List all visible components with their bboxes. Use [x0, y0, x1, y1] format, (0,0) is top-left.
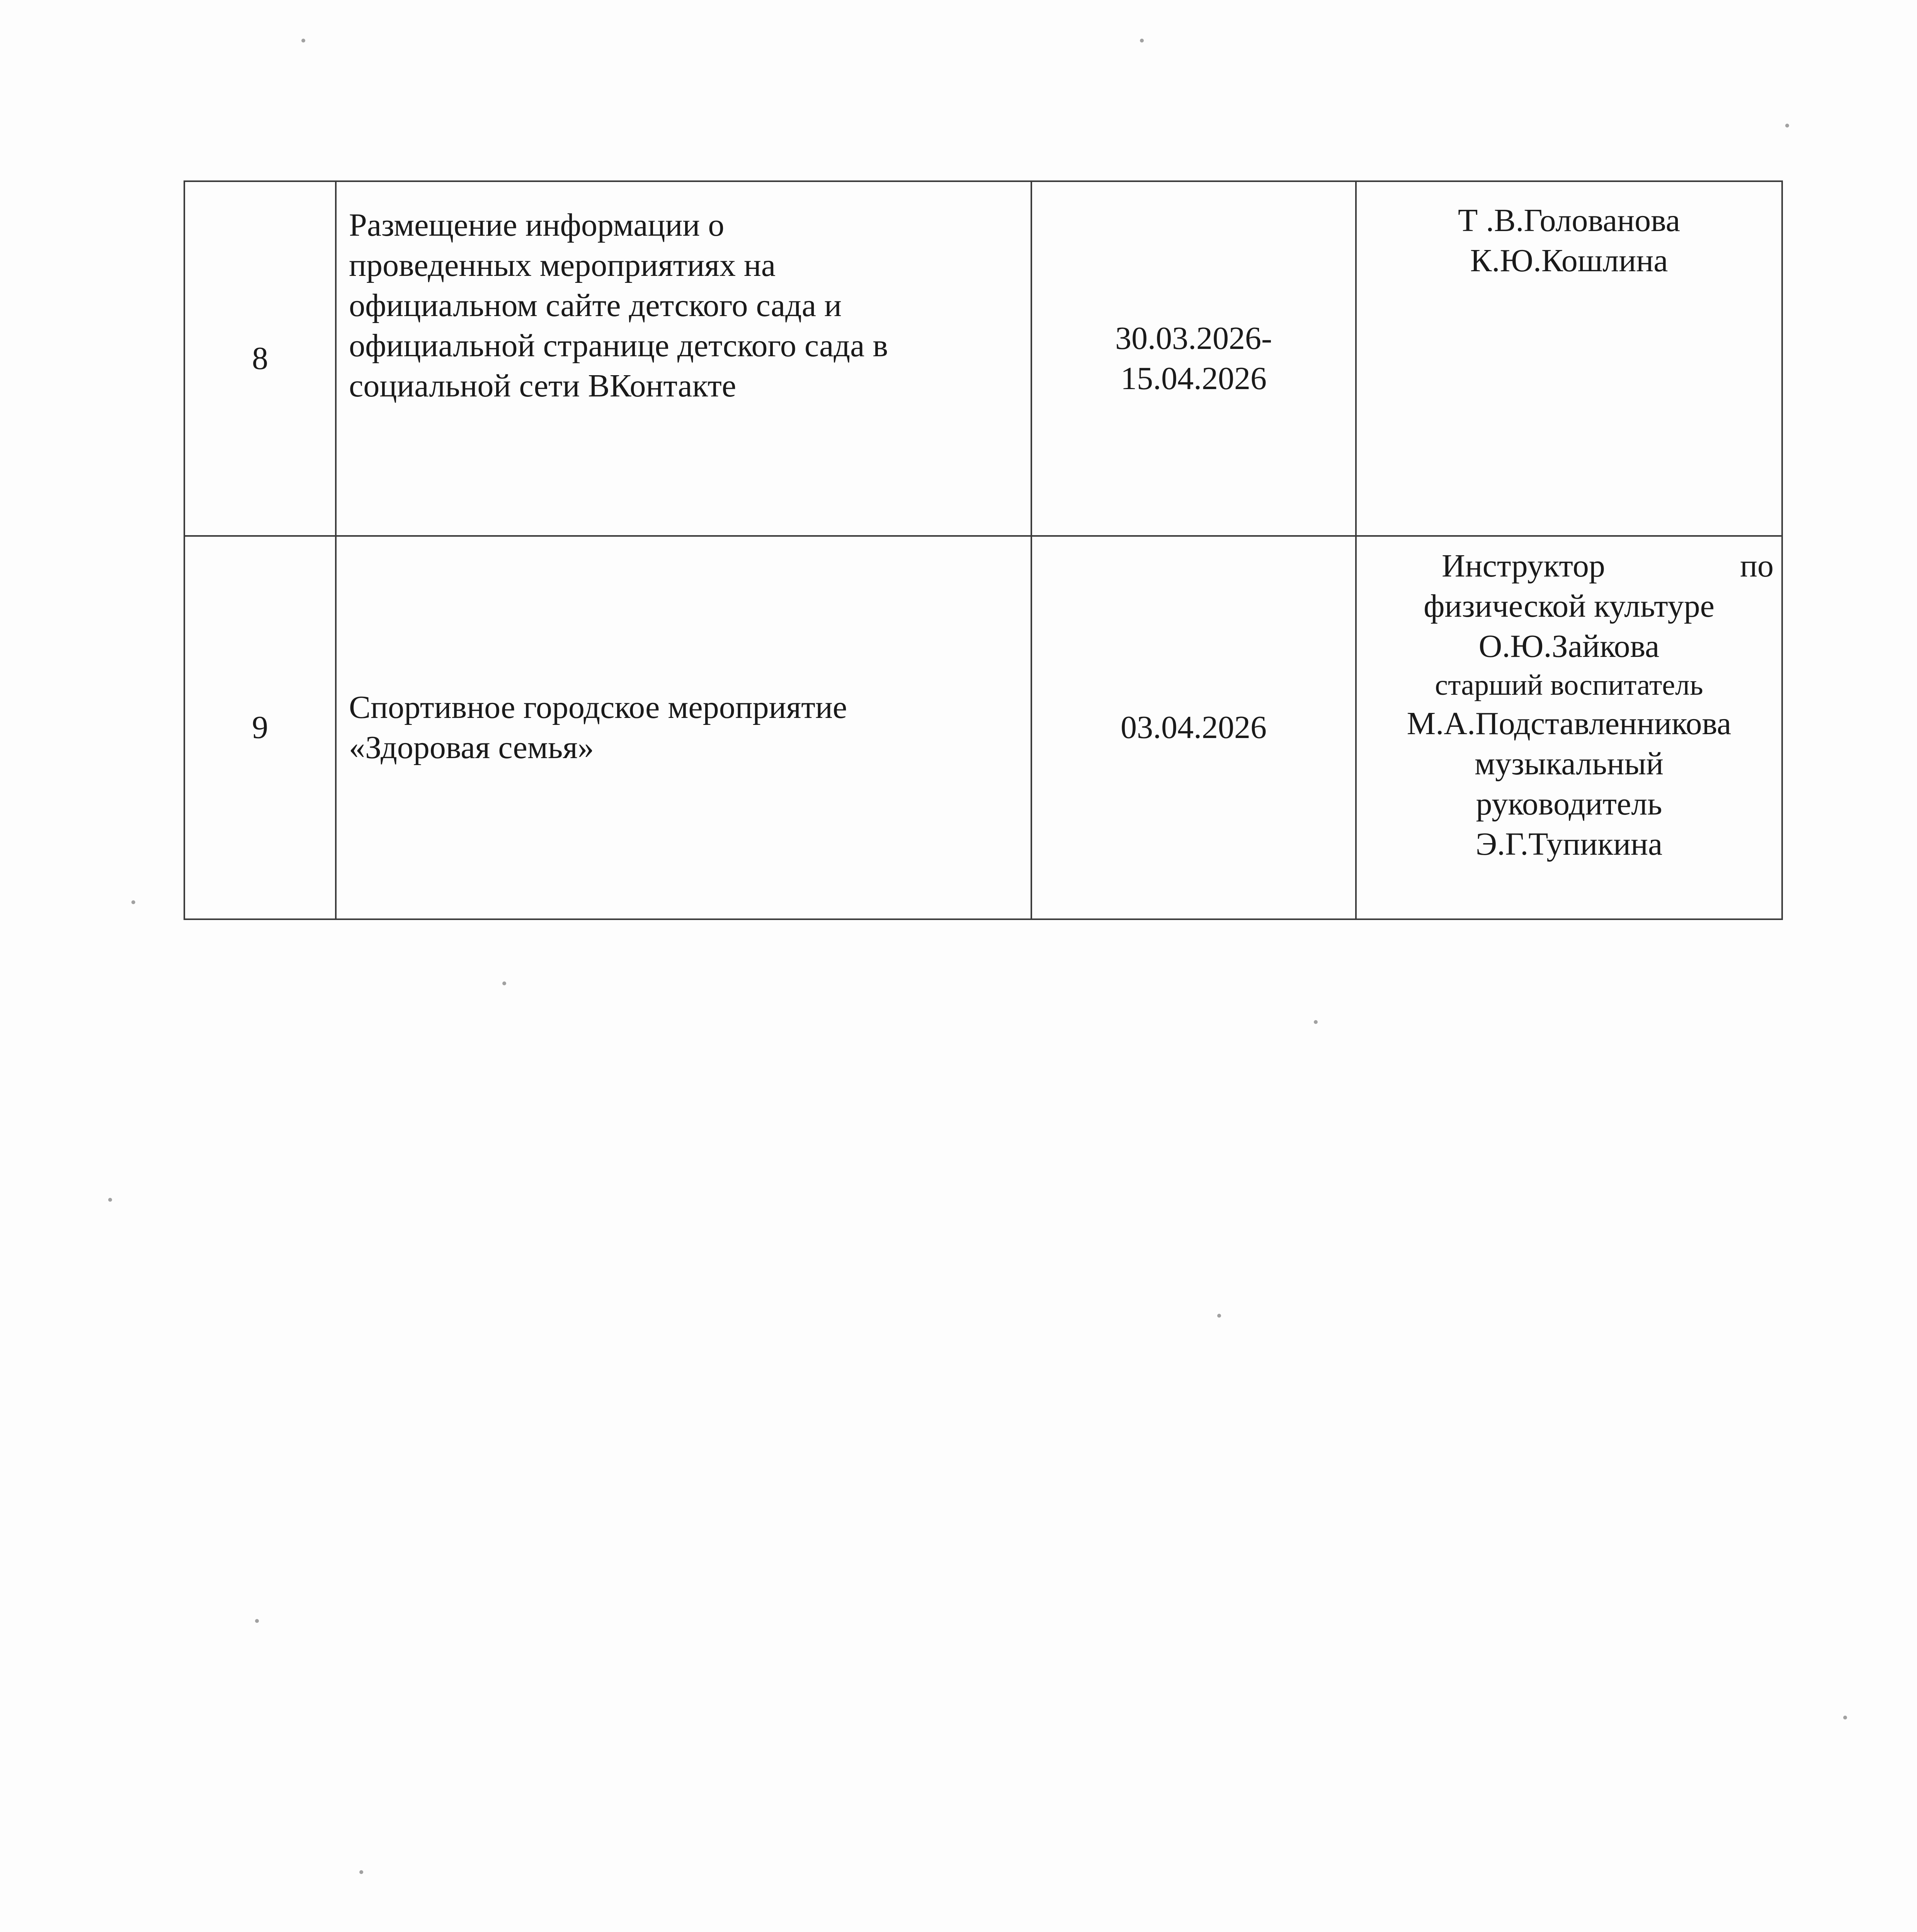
- description-line: Размещение информации о: [349, 207, 725, 243]
- scan-speck: [301, 39, 305, 43]
- row-number: 8: [184, 181, 336, 536]
- scan-speck: [1314, 1020, 1318, 1024]
- responsible-line: М.А.Подставленникова: [1407, 706, 1732, 742]
- responsible-persons: [1356, 181, 1782, 536]
- description-line: проведенных мероприятиях на: [349, 247, 776, 283]
- responsible-line: старший воспитатель: [1435, 669, 1703, 701]
- description-line: «Здоровая семья»: [349, 730, 594, 765]
- responsible-line: Э.Г.Тупикина: [1475, 826, 1663, 862]
- scan-speck: [1140, 39, 1144, 43]
- table-row: [184, 536, 1782, 919]
- table-row: [184, 181, 1782, 536]
- description-line: официальной странице детского сада в: [349, 328, 888, 364]
- scan-speck: [359, 1870, 363, 1874]
- scan-speck: [502, 981, 506, 985]
- scan-speck: [1217, 1314, 1221, 1318]
- responsible-line: Т .В.Голованова: [1458, 202, 1680, 238]
- description-line: официальном сайте детского сада и: [349, 287, 842, 323]
- responsible-title-line: [1364, 546, 1774, 586]
- responsible-line: музыкальный: [1475, 746, 1664, 782]
- description-line: Спортивное городское мероприятие: [349, 689, 847, 725]
- scan-speck: [1843, 1716, 1847, 1719]
- responsible-line: О.Ю.Зайкова: [1478, 628, 1660, 664]
- event-dates: [1031, 536, 1356, 919]
- responsible-word: Инструктор: [1442, 548, 1605, 584]
- responsible-word: по: [1740, 548, 1774, 584]
- date-line: 03.04.2026: [1121, 709, 1267, 745]
- date-line: 15.04.2026: [1121, 361, 1267, 396]
- responsible-line: физической культуре: [1424, 588, 1715, 624]
- event-description: [336, 536, 1031, 919]
- responsible-line: руководитель: [1476, 786, 1662, 822]
- row-number: 9: [184, 536, 336, 919]
- scan-speck: [1785, 124, 1789, 128]
- scan-speck: [255, 1619, 259, 1623]
- event-description: [336, 181, 1031, 536]
- description-line: социальной сети ВКонтакте: [349, 368, 737, 404]
- responsible-persons: [1356, 536, 1782, 919]
- scan-speck: [131, 900, 135, 904]
- event-dates: [1031, 181, 1356, 536]
- events-table: [184, 180, 1783, 920]
- responsible-line: К.Ю.Кошлина: [1470, 243, 1668, 279]
- date-line: 30.03.2026-: [1115, 320, 1272, 356]
- scan-speck: [108, 1198, 112, 1202]
